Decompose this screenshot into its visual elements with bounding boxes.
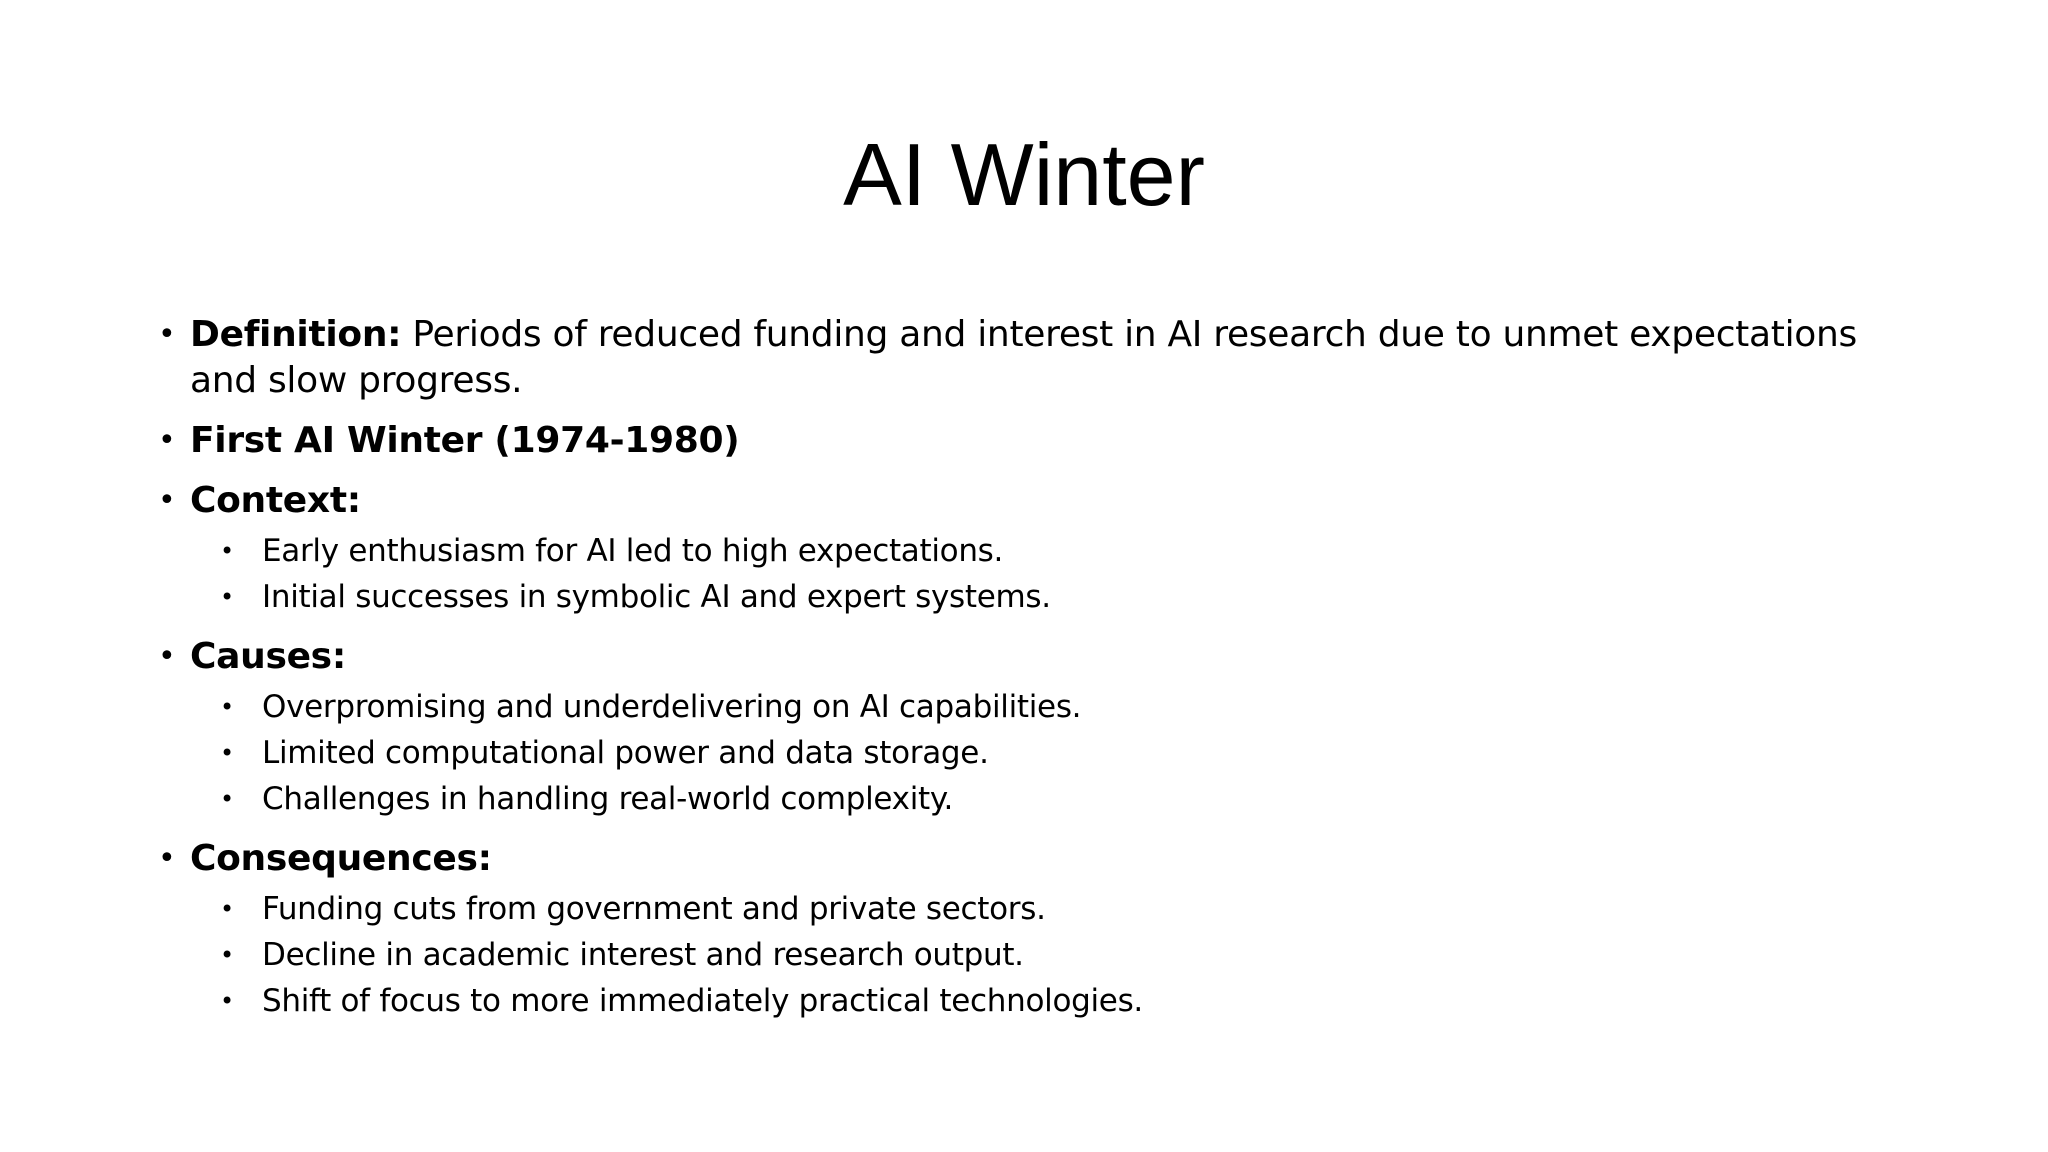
bullet-label: Consequences: [190, 838, 492, 879]
bullet-dot-icon: • [220, 987, 234, 1015]
sub-bullet [150, 776, 1890, 822]
slide-body [150, 312, 1890, 1038]
bullet-dot-icon: • [220, 941, 234, 969]
bullet-dot-icon: • [158, 423, 176, 458]
bullet-label: Context: [190, 480, 361, 521]
bullet-dot-icon: • [220, 895, 234, 923]
sub-bullet [150, 684, 1890, 730]
bullet-dot-icon: • [220, 537, 234, 565]
sub-bullet-text: Overpromising and underdelivering on AI capabilities. [262, 689, 1082, 725]
bullet-label: Definition: [190, 314, 402, 355]
bullet-dot-icon: • [158, 841, 176, 876]
bullet-dot-icon: • [158, 639, 176, 674]
bullet-dot-icon: • [220, 693, 234, 721]
consequences-sub-list [150, 886, 1890, 1024]
bullet-consequences [150, 836, 1890, 882]
sub-bullet-text: Funding cuts from government and private sectors. [262, 891, 1046, 927]
bullet-label: First AI Winter (1974-1980) [190, 420, 740, 461]
bullet-causes [150, 634, 1890, 680]
bullet-first-ai-winter [150, 418, 1890, 464]
sub-bullet [150, 978, 1890, 1024]
sub-bullet [150, 528, 1890, 574]
bullet-text: Periods of reduced funding and interest in AI research due to unmet expectations and slow progress. [190, 314, 1857, 401]
bullet-dot-icon: • [158, 317, 176, 352]
sub-bullet-text: Shift of focus to more immediately practical technologies. [262, 983, 1143, 1019]
sub-bullet-text: Initial successes in symbolic AI and expert systems. [262, 579, 1051, 615]
bullet-dot-icon: • [220, 583, 234, 611]
sub-bullet [150, 730, 1890, 776]
sub-bullet [150, 932, 1890, 978]
bullet-dot-icon: • [158, 483, 176, 518]
sub-bullet-text: Decline in academic interest and research output. [262, 937, 1024, 973]
bullet-definition [150, 312, 1890, 404]
bullet-dot-icon: • [220, 739, 234, 767]
slide-title: AI Winter [843, 125, 1205, 224]
sub-bullet-text: Limited computational power and data storage. [262, 735, 989, 771]
causes-sub-list [150, 684, 1890, 822]
sub-bullet-text: Challenges in handling real-world complexity. [262, 781, 954, 817]
sub-bullet [150, 574, 1890, 620]
bullet-label: Causes: [190, 636, 346, 677]
bullet-context [150, 478, 1890, 524]
sub-bullet-text: Early enthusiasm for AI led to high expectations. [262, 533, 1004, 569]
bullet-dot-icon: • [220, 785, 234, 813]
sub-bullet [150, 886, 1890, 932]
context-sub-list [150, 528, 1890, 620]
